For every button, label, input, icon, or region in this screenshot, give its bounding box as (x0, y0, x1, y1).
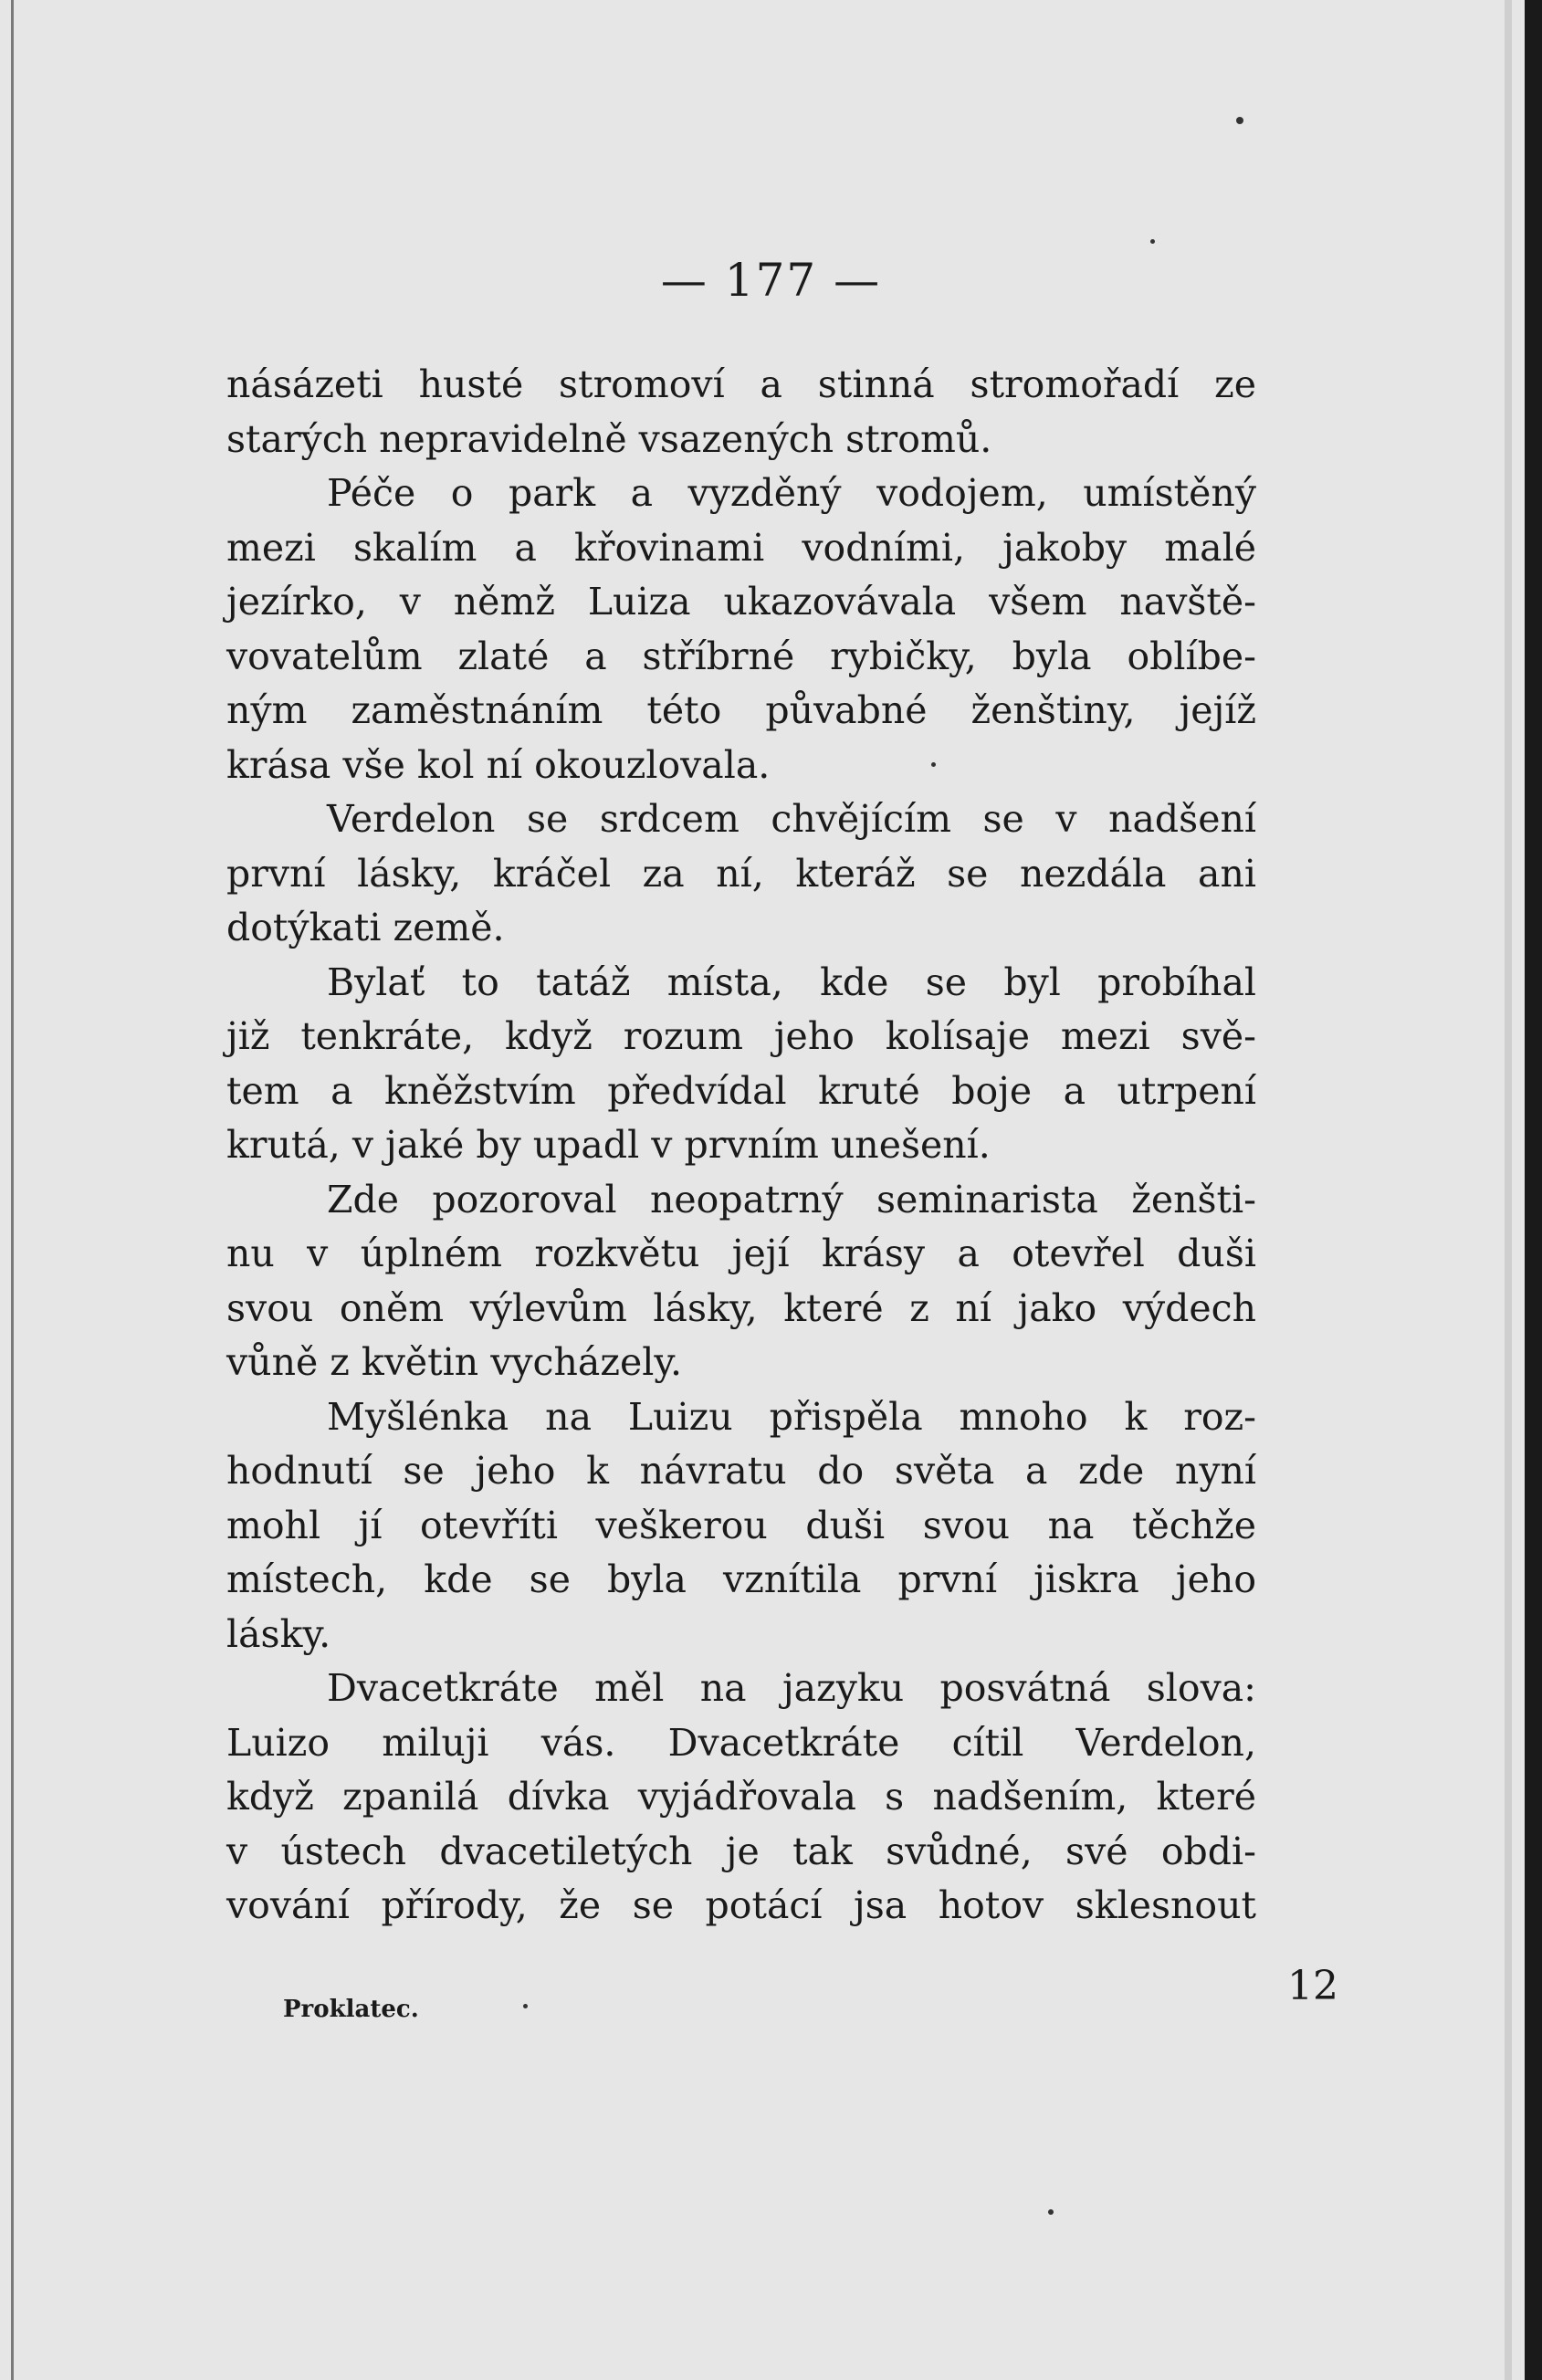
body-text (226, 358, 1256, 1934)
text-line: mezi skalím a křovinami vodními, jakoby malé (226, 525, 1256, 570)
paper-speck (931, 762, 936, 767)
text-line: násázeti husté stromoví a stinná stromořadí ze (226, 362, 1256, 406)
page-edge-highlight (1505, 0, 1512, 2380)
text-line: krása vše kol ní okouzlovala. (226, 742, 771, 787)
text-line: Péče o park a vyzděný vodojem, umístěný (327, 471, 1256, 515)
signature-mark-number: 12 (1287, 1963, 1338, 2009)
text-line: hodnutí se jeho k návratu do světa a zde nyní (226, 1449, 1256, 1493)
text-line: v ústech dvacetiletých je tak svůdné, své obdi- (226, 1829, 1256, 1873)
page-edge-dark (1525, 0, 1542, 2380)
text-line: mohl jí otevříti veškerou duši svou na těchže (226, 1503, 1256, 1547)
text-line: Dvacetkráte měl na jazyku posvátná slova: (327, 1666, 1256, 1710)
text-line: Luizo miluji vás. Dvacetkráte cítil Verdelon, (226, 1720, 1256, 1765)
paper-speck (1150, 239, 1155, 244)
text-line: již tenkráte, když rozum jeho kolísaje mezi svě- (226, 1014, 1256, 1058)
page-spine-shadow (11, 0, 14, 2380)
text-line: místech, kde se byla vznítila první jiskra jeho (226, 1557, 1256, 1601)
text-line: Bylať to tatáž místa, kde se byl probíhal (327, 959, 1256, 1004)
page-footer (283, 1963, 1338, 2036)
text-line: Myšlénka na Luizu přispěla mnoho k roz- (327, 1394, 1256, 1439)
text-line: vovatelům zlaté a stříbrné rybičky, byla oblíbe- (226, 634, 1256, 678)
paper-speck (1236, 117, 1243, 124)
text-line: jezírko, v němž Luiza ukazovávala všem navště- (226, 580, 1256, 624)
text-line: vůně z květin vycházely. (226, 1340, 683, 1384)
text-line: svou oněm výlevům lásky, které z ní jako výdech (226, 1285, 1256, 1330)
text-line: Zde pozoroval neopatrný seminarista ženšti- (327, 1177, 1256, 1221)
paper-speck (1048, 2209, 1054, 2215)
text-line: nu v úplném rozkvětu její krásy a otevřel duši (226, 1232, 1256, 1275)
text-line: starých nepravidelně vsazených stromů. (226, 416, 992, 461)
text-line: lásky. (226, 1611, 331, 1656)
signature-mark-title: Proklatec. (283, 1996, 419, 2023)
text-line: vování přírody, že se potácí jsa hotov sklesnout (226, 1883, 1256, 1927)
text-line: tem a kněžstvím předvídal kruté boje a utrpení (226, 1068, 1256, 1113)
paper-speck (523, 2004, 528, 2008)
text-line: první lásky, kráčel za ní, kteráž se nezdála ani (226, 851, 1256, 896)
text-line: když zpanilá dívka vyjádřovala s nadšením, které (226, 1775, 1256, 1819)
text-line: ným zaměstnáním této půvabné ženštiny, jejíž (226, 688, 1256, 732)
text-line: krutá, v jaké by upadl v prvním unešení. (226, 1123, 991, 1167)
page-number: — 177 — (660, 254, 882, 307)
text-line: dotýkati země. (226, 906, 505, 949)
text-line: Verdelon se srdcem chvějícím se v nadšení (327, 797, 1256, 841)
